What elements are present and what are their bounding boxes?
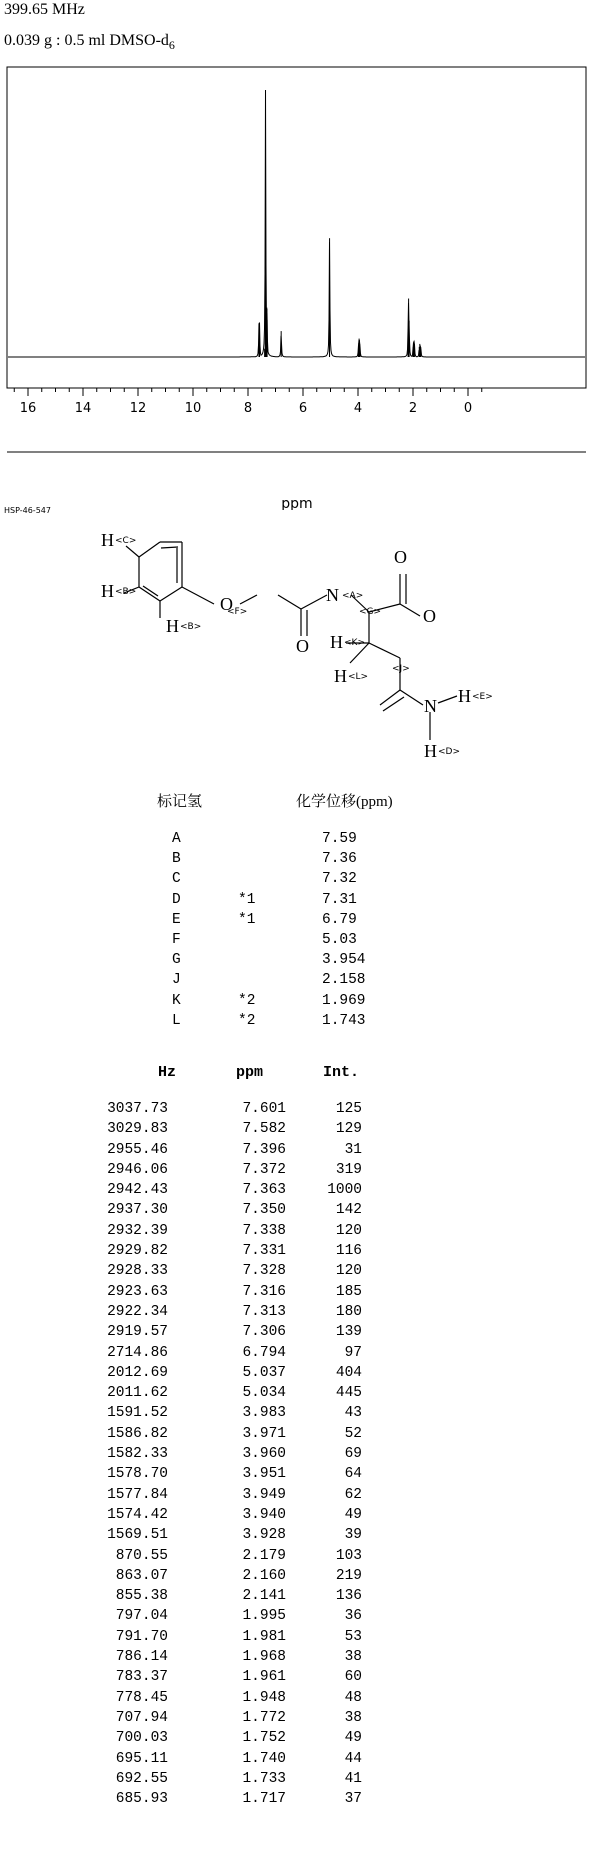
peak-int: 44 (344, 1750, 362, 1767)
bond (350, 643, 369, 663)
peak-hz: 797.04 (115, 1608, 168, 1625)
atom-hydrogen-c: H (101, 530, 114, 550)
peak-hz: 863.07 (115, 1567, 168, 1584)
peak-hz: 1591.52 (107, 1405, 168, 1422)
peak-int: 139 (335, 1324, 362, 1341)
peak-ppm: 7.601 (242, 1101, 286, 1117)
peak-ppm: 7.396 (242, 1141, 286, 1158)
peak-ppm: 3.951 (242, 1466, 286, 1483)
peak-hz: 2932.39 (107, 1222, 168, 1239)
peak-int: 219 (335, 1567, 362, 1584)
bond (438, 696, 457, 703)
assignment-labels (172, 829, 192, 1031)
peak-hz: 695.11 (115, 1750, 168, 1767)
label-tag-g: <G> (359, 607, 382, 617)
assignment-note: *2 (238, 1012, 256, 1029)
peak-int: 116 (335, 1243, 362, 1260)
peak-int: 185 (335, 1283, 362, 1300)
atom-oxygen: O (423, 606, 436, 626)
peak-hz: 2922.34 (107, 1303, 168, 1320)
peak-int: 97 (344, 1344, 362, 1361)
peak-ppm: 1.995 (242, 1608, 286, 1625)
peak-ppm: 6.794 (242, 1344, 286, 1361)
x-axis-label: ppm (281, 496, 313, 510)
peak-hz: 855.38 (115, 1588, 168, 1605)
peak-ppm: 1.740 (242, 1750, 286, 1767)
atom-hydrogen-l: H (334, 666, 347, 686)
peak-hz: 692.55 (115, 1770, 168, 1787)
peak-hz: 2946.06 (107, 1161, 168, 1178)
assignment-shift-header: 化学位移(ppm) (296, 794, 393, 810)
atom-oxygen: O (296, 636, 309, 656)
peak-hz: 707.94 (115, 1709, 168, 1726)
peak-int: 404 (335, 1364, 362, 1381)
peak-hz: 2929.82 (107, 1243, 168, 1260)
x-tick-label: 12 (129, 401, 147, 416)
bond (351, 595, 369, 612)
label-tag-j: <J> (392, 664, 410, 674)
bond (369, 604, 400, 612)
peak-int: 52 (344, 1425, 362, 1442)
peak-ppm: 3.949 (242, 1486, 286, 1503)
peak-ppm: 1.752 (242, 1730, 286, 1747)
peak-ppm: 3.960 (242, 1446, 286, 1463)
label-tag-l: <L> (348, 672, 369, 682)
peak-hz: 2923.63 (107, 1283, 168, 1300)
label-tag-b: <B> (180, 622, 202, 632)
peak-int: 319 (335, 1161, 362, 1178)
atom-hydrogen-b: H (166, 616, 179, 636)
assignment-note: *2 (238, 992, 256, 1009)
peak-hz: 2714.86 (107, 1344, 168, 1361)
peak-hz: 2919.57 (107, 1324, 168, 1341)
bond (139, 587, 160, 601)
peak-int: 37 (344, 1791, 362, 1808)
peak-int-header: Int. (323, 1064, 360, 1081)
peak-int: 39 (344, 1527, 362, 1544)
spectrum-trace (8, 91, 585, 357)
assignment-note: *1 (238, 891, 256, 908)
assignment-note (238, 930, 278, 950)
assignment-notes (238, 829, 278, 1031)
bond (301, 595, 327, 609)
peak-ppm: 3.928 (242, 1527, 286, 1544)
peak-hz: 1574.42 (107, 1506, 168, 1523)
peak-int: 41 (344, 1770, 362, 1787)
assignment-label: K (172, 992, 181, 1009)
peak-hz: 700.03 (115, 1730, 168, 1747)
assignment-shift: 7.31 (322, 891, 357, 908)
assignment-label: A (172, 831, 181, 847)
peak-int: 103 (335, 1547, 362, 1564)
peak-int: 64 (344, 1466, 362, 1483)
x-tick-label: 16 (19, 401, 37, 416)
assignment-note (238, 950, 278, 970)
peak-hz: 2928.33 (107, 1263, 168, 1280)
x-tick-label: 10 (184, 401, 202, 416)
peak-ppm: 7.582 (242, 1121, 286, 1138)
peak-ppm: 1.981 (242, 1628, 286, 1645)
assignment-label: G (172, 952, 181, 969)
label-tag-d: <D> (438, 747, 461, 757)
spectrum-code: HSP-46-547 (4, 506, 51, 515)
x-tick-label: 8 (243, 401, 253, 416)
assignment-label: C (172, 871, 181, 888)
peak-hz-header: Hz (158, 1064, 177, 1081)
sample-subscript: 6 (168, 38, 175, 53)
peak-hz: 2011.62 (107, 1385, 168, 1402)
peak-ppm: 5.034 (242, 1385, 286, 1402)
assignment-shift: 6.79 (322, 911, 357, 928)
peak-hz: 3037.73 (107, 1101, 168, 1117)
peak-ppm: 1.961 (242, 1669, 286, 1686)
peak-hz-column (96, 1099, 168, 1809)
peak-ppm-header: ppm (236, 1064, 264, 1081)
x-tick-label: 2 (408, 401, 418, 416)
peak-hz: 1582.33 (107, 1446, 168, 1463)
assignment-label: E (172, 911, 181, 928)
peak-ppm: 1.772 (242, 1709, 286, 1726)
assignment-shift: 7.32 (322, 871, 357, 888)
peak-hz: 870.55 (115, 1547, 168, 1564)
peak-int: 36 (344, 1608, 362, 1625)
bond (126, 546, 139, 557)
assignment-shift: 1.969 (322, 992, 366, 1009)
label-tag-c: <C> (115, 536, 137, 546)
assignment-note (238, 849, 278, 869)
peak-ppm: 7.313 (242, 1303, 286, 1320)
peak-hz: 685.93 (115, 1791, 168, 1808)
assignment-note: *1 (238, 911, 256, 928)
bond (369, 643, 400, 658)
peak-hz: 2942.43 (107, 1182, 168, 1199)
assignment-label-header: 标记氢 (157, 794, 203, 810)
peak-int: 43 (344, 1405, 362, 1422)
peak-int: 53 (344, 1628, 362, 1645)
peak-hz: 791.70 (115, 1628, 168, 1645)
peak-int: 49 (344, 1730, 362, 1747)
x-tick-label: 6 (298, 401, 308, 416)
peak-ppm: 7.363 (242, 1182, 286, 1199)
peak-int: 48 (344, 1689, 362, 1706)
assignment-shift: 1.743 (322, 1012, 366, 1029)
assignment-note (238, 829, 278, 849)
atom-hydrogen-b: H (101, 581, 114, 601)
peak-int: 49 (344, 1506, 362, 1523)
x-tick-label: 4 (353, 401, 363, 416)
peak-int: 38 (344, 1649, 362, 1666)
assignment-label: L (172, 1012, 181, 1029)
peak-ppm: 5.037 (242, 1364, 286, 1381)
peak-int: 120 (335, 1263, 362, 1280)
assignment-shift: 7.59 (322, 831, 357, 847)
peak-ppm: 2.160 (242, 1567, 286, 1584)
peak-hz: 783.37 (115, 1669, 168, 1686)
peak-ppm: 1.733 (242, 1770, 286, 1787)
peak-ppm-column (216, 1099, 286, 1809)
peak-hz: 1586.82 (107, 1425, 168, 1442)
peak-ppm: 1.717 (242, 1791, 286, 1808)
peak-int: 445 (335, 1385, 362, 1402)
peak-ppm: 2.141 (242, 1588, 286, 1605)
bond (400, 604, 420, 616)
peak-int: 60 (344, 1669, 362, 1686)
atom-hydrogen-d: H (424, 741, 437, 761)
bond (161, 547, 178, 548)
peak-int: 129 (335, 1121, 362, 1138)
assignment-note (238, 869, 278, 889)
peak-hz: 1569.51 (107, 1527, 168, 1544)
peak-hz: 786.14 (115, 1649, 168, 1666)
atom-oxygen: O (220, 594, 233, 614)
label-tag-e: <E> (472, 692, 493, 702)
assignment-label: B (172, 851, 181, 868)
peak-hz: 2012.69 (107, 1364, 168, 1381)
peak-ppm: 7.316 (242, 1283, 286, 1300)
assignment-label: D (172, 891, 181, 908)
nmr-spectrum-chart (0, 0, 595, 510)
assignment-label: F (172, 932, 181, 949)
peak-hz: 2955.46 (107, 1141, 168, 1158)
peak-int: 31 (344, 1141, 362, 1158)
structure-bonds (124, 542, 457, 740)
bond (139, 542, 160, 557)
assignment-shift: 3.954 (322, 952, 366, 969)
peak-ppm: 7.328 (242, 1263, 286, 1280)
atom-oxygen: O (394, 547, 407, 567)
atom-nitrogen: N (424, 696, 437, 716)
peak-int: 125 (335, 1101, 362, 1117)
peak-int: 136 (335, 1588, 362, 1605)
atom-nitrogen: N (326, 585, 339, 605)
peak-int: 62 (344, 1486, 362, 1503)
peak-ppm: 7.350 (242, 1202, 286, 1219)
peak-ppm: 3.983 (242, 1405, 286, 1422)
peak-ppm: 3.940 (242, 1506, 286, 1523)
peak-ppm: 2.179 (242, 1547, 286, 1564)
peak-ppm: 1.948 (242, 1689, 286, 1706)
x-tick-label: 14 (74, 401, 92, 416)
peak-int: 1000 (327, 1182, 362, 1199)
peak-int: 38 (344, 1709, 362, 1726)
label-tag-a: <A> (342, 591, 364, 601)
assignment-shift: 7.36 (322, 851, 357, 868)
peak-ppm: 7.331 (242, 1243, 286, 1260)
peak-hz: 1577.84 (107, 1486, 168, 1503)
peak-int: 69 (344, 1446, 362, 1463)
label-tag-k: <K> (344, 638, 365, 648)
peak-hz: 3029.83 (107, 1121, 168, 1138)
peak-int: 180 (335, 1303, 362, 1320)
assignment-shift: 5.03 (322, 932, 357, 949)
peak-ppm: 7.338 (242, 1222, 286, 1239)
x-axis-ticks (14, 388, 482, 416)
peak-ppm: 7.372 (242, 1161, 286, 1178)
label-tag-b: <B> (115, 587, 137, 597)
peak-int: 142 (335, 1202, 362, 1219)
atom-hydrogen-k: H (330, 632, 343, 652)
peak-ppm: 7.306 (242, 1324, 286, 1341)
bond (240, 595, 257, 604)
assignment-shift: 2.158 (322, 972, 366, 989)
bond (182, 587, 214, 604)
peak-hz: 778.45 (115, 1689, 168, 1706)
bond (380, 690, 400, 705)
bond (278, 595, 301, 609)
peak-int-column (312, 1099, 362, 1809)
atom-hydrogen-e: H (458, 686, 471, 706)
peak-hz: 2937.30 (107, 1202, 168, 1219)
bond (143, 586, 158, 596)
peak-int: 120 (335, 1222, 362, 1239)
bond (400, 690, 423, 705)
peak-hz: 1578.70 (107, 1466, 168, 1483)
x-tick-label: 0 (463, 401, 473, 416)
spectrometer-frequency: 399.65 MHz (4, 1, 85, 18)
peak-ppm: 1.968 (242, 1649, 286, 1666)
bond (124, 587, 139, 593)
label-tag-f: <F> (227, 607, 248, 617)
peak-ppm: 3.971 (242, 1425, 286, 1442)
sample-text: 0.039 g : 0.5 ml DMSO-d (4, 32, 169, 49)
bond (160, 587, 182, 601)
assignment-note (238, 970, 278, 990)
assignment-shifts (322, 829, 402, 1031)
plot-frame (7, 67, 586, 388)
assignment-label: J (172, 972, 181, 989)
bond (383, 697, 404, 711)
